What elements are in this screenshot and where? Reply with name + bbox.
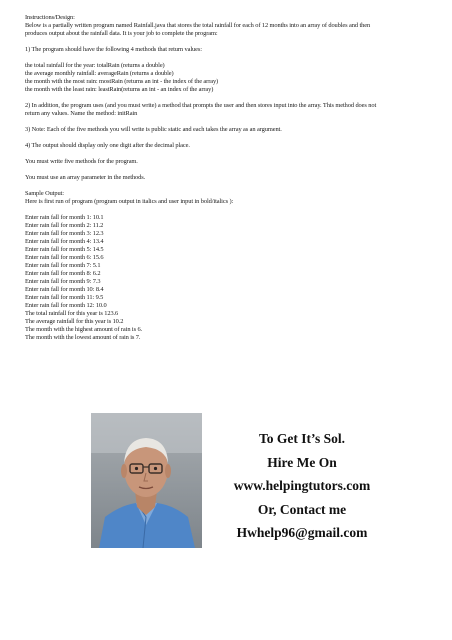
document-line: Enter rain fall for month 12: 10.0: [25, 302, 107, 309]
promo-banner: [91, 413, 391, 548]
document-line: The average rainfall for this year is 10.2: [25, 318, 124, 325]
document-line: 3) Note: Each of the five methods you will write is public static and each takes the array as an argument.: [25, 126, 282, 133]
blank-line: [25, 166, 435, 174]
document-line: Enter rain fall for month 11: 9.5: [25, 294, 104, 301]
promo-line-contact: Or, Contact me: [257, 501, 347, 517]
document-line: You must use an array parameter in the methods.: [25, 174, 146, 181]
document-line: Enter rain fall for month 5: 14.5: [25, 246, 104, 253]
blank-line: [25, 38, 435, 46]
document-line: Enter rain fall for month 9: 7.3: [25, 278, 101, 285]
promo-line-hire: Hire Me On: [267, 454, 337, 470]
document-line: the month with the least rain: leastRain(returns an int - an index of the array): [25, 86, 214, 93]
blank-line: [25, 150, 435, 158]
blank-line: [25, 134, 435, 142]
document-line: 4) The output should display only one digit after the decimal place.: [25, 142, 190, 149]
document-line: Instructions/Design:: [25, 14, 75, 21]
document-line: Enter rain fall for month 10: 8.4: [25, 286, 104, 293]
document-line: Enter rain fall for month 8: 6.2: [25, 270, 101, 277]
blank-line: [25, 182, 435, 190]
document-line: The month with the highest amount of rain is 6.: [25, 326, 143, 333]
blank-line: [25, 54, 435, 62]
document-line: The month with the lowest amount of rain is 7.: [25, 334, 141, 341]
tutor-photo: [91, 413, 202, 548]
document-line: Here is first run of program (program output in italics and user input in bold/italics ):: [25, 198, 234, 205]
promo-line-solution: To Get It’s Sol.: [258, 431, 345, 446]
document-line: the total rainfall for the year: totalRain (returns a double): [25, 62, 165, 69]
document-line: return any values. Name the method: initRain: [25, 110, 138, 117]
document-line: The total rainfall for this year is 123.6: [25, 310, 119, 317]
document-line: the average monthly rainfall: averageRain (returns a double): [25, 70, 174, 77]
document-line: Sample Output:: [25, 190, 64, 197]
promo-website-link[interactable]: www.helpingtutors.com: [233, 478, 371, 493]
blank-line: [25, 206, 435, 214]
blank-line: [25, 94, 435, 102]
blank-line: [25, 118, 435, 126]
document-line: You must write five methods for the program.: [25, 158, 138, 165]
promo-text: [207, 427, 397, 545]
promo-email-link[interactable]: Hwhelp96@gmail.com: [236, 525, 368, 540]
document-line: Enter rain fall for month 4: 13.4: [25, 238, 104, 245]
document-line: Enter rain fall for month 6: 15.6: [25, 254, 104, 261]
document-line: Enter rain fall for month 1: 10.1: [25, 214, 104, 221]
document-line: 1) The program should have the following 4 methods that return values:: [25, 46, 202, 53]
document-line: the month with the most rain: mostRain (returns an int - the index of the array): [25, 78, 219, 85]
document-body: [25, 14, 435, 342]
document-line: Below is a partially written program named Rainfall.java that stores the total rainfall for each of 12 months into an array of doubles and then: [25, 22, 371, 29]
document-line: Enter rain fall for month 2: 11.2: [25, 222, 104, 229]
document-line: 2) In addition, the program uses (and you must write) a method that prompts the user and then stores input into the array. This method does not: [25, 102, 377, 109]
document-line: Enter rain fall for month 7: 5.1: [25, 262, 101, 269]
document-line: Enter rain fall for month 3: 12.3: [25, 230, 104, 237]
document-line: produces output about the rainfall data. It is your job to complete the program:: [25, 30, 218, 37]
tutor-portrait-image: [91, 413, 202, 548]
